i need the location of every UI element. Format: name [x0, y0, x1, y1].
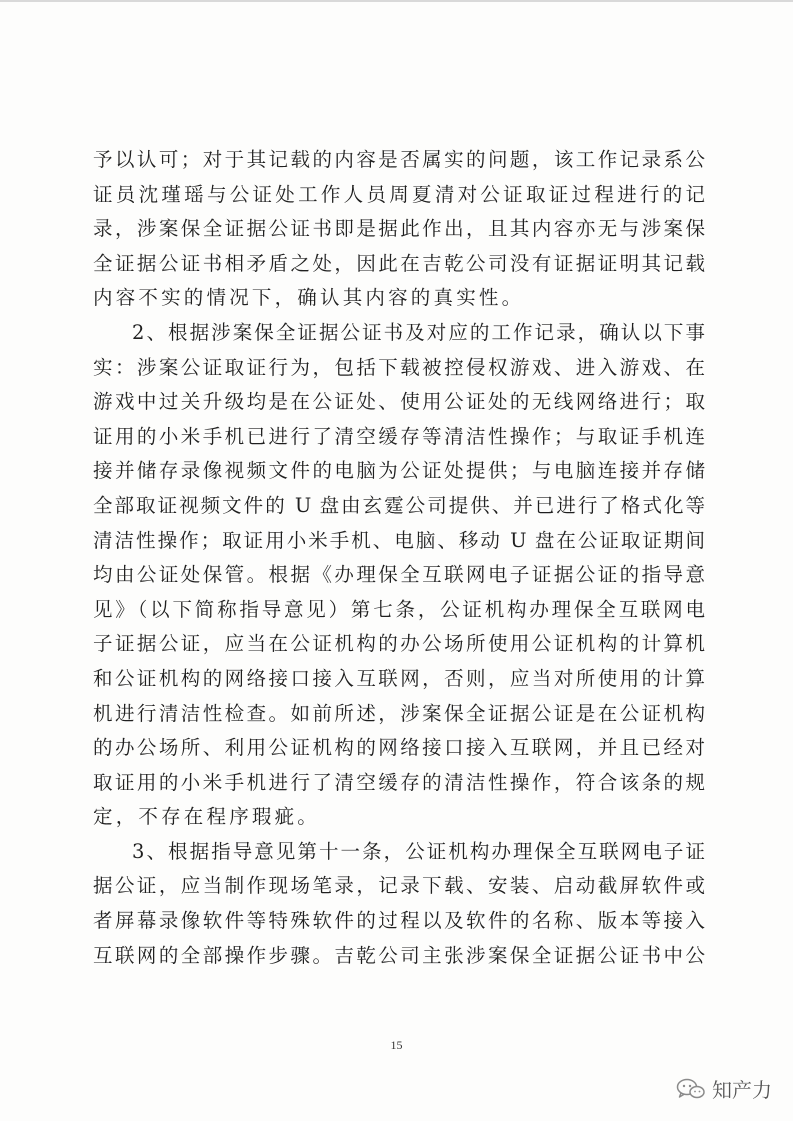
text-line: 者屏幕录像软件等特殊软件的过程以及软件的名称、版本等接入: [93, 909, 705, 933]
text-line: 录，涉案保全证据公证书即是据此作出，且其内容亦无与涉案保: [93, 217, 705, 241]
paragraph-2-start: 2、根据涉案保全证据公证书及对应的工作记录，确认以下事: [132, 320, 705, 344]
text-line: 取证用的小米手机进行了清空缓存的清洁性操作，符合该条的规: [93, 770, 705, 794]
text-line: 接并储存录像视频文件的电脑为公证处提供；与电脑连接并存储: [93, 459, 705, 483]
text-line: 和公证机构的网络接口接入互联网，否则，应当对所使用的计算: [93, 666, 705, 690]
text-line: 内容不实的情况下，确认其内容的真实性。: [93, 286, 525, 310]
text-line: 的办公场所、利用公证机构的网络接口接入互联网，并且已经对: [93, 736, 705, 760]
text-line: 定，不存在程序瑕疵。: [93, 805, 321, 829]
text-line: 证员沈瑾瑶与公证处工作人员周夏清对公证取证过程进行的记: [93, 182, 705, 206]
text-line: 均由公证处保管。根据《办理保全互联网电子证据公证的指导意: [93, 563, 705, 587]
text-line: 清洁性操作；取证用小米手机、电脑、移动 U 盘在公证取证期间: [93, 528, 705, 552]
text-line: 据公证，应当制作现场笔录，记录下载、安装、启动截屏软件或: [93, 874, 705, 898]
text-line: 实：涉案公证取证行为，包括下载被控侵权游戏、进入游戏、在: [93, 355, 705, 379]
text-line: 全部取证视频文件的 U 盘由玄霆公司提供、并已进行了格式化等: [93, 493, 705, 517]
page-top-edge: [0, 0, 793, 2]
wechat-icon: [676, 1077, 706, 1101]
text-line: 互联网的全部操作步骤。吉乾公司主张涉案保全证据公证书中公: [93, 943, 705, 967]
paragraph-3-start: 3、根据指导意见第十一条，公证机构办理保全互联网电子证: [132, 839, 705, 863]
text-line: 游戏中过关升级均是在公证处、使用公证处的无线网络进行；取: [93, 390, 705, 414]
page-number: 15: [390, 1038, 403, 1052]
body-text: [93, 143, 705, 973]
text-line: 证用的小米手机已进行了清空缓存等清洁性操作；与取证手机连: [93, 424, 705, 448]
text-line: 见》（以下简称指导意见）第七条，公证机构办理保全互联网电: [93, 597, 705, 621]
text-line: 机进行清洁性检查。如前所述，涉案保全证据公证是在公证机构: [93, 701, 705, 725]
text-line: 予以认可；对于其记载的内容是否属实的问题，该工作记录系公: [93, 148, 705, 171]
source-watermark: [676, 1074, 772, 1103]
text-line: 子证据公证，应当在公证机构的办公场所使用公证机构的计算机: [93, 632, 705, 656]
watermark-text: 知产力: [712, 1078, 772, 1102]
text-line: 全证据公证书相矛盾之处，因此在吉乾公司没有证据证明其记载: [93, 251, 705, 275]
